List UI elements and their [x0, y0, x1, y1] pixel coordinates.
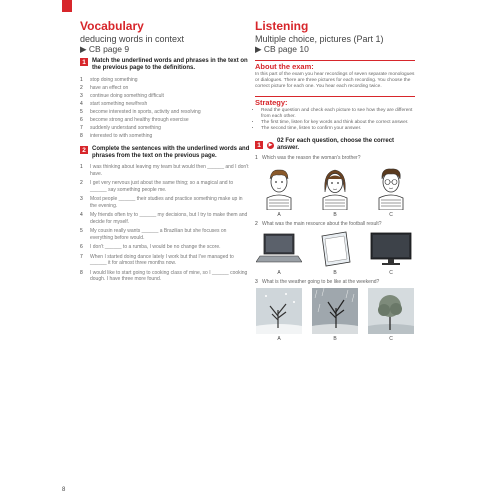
list-item [80, 108, 250, 116]
option-label: A [277, 336, 281, 342]
vocabulary-title: Vocabulary [80, 19, 144, 33]
item-number: 5 [80, 109, 83, 115]
item-text: start something new/fresh [90, 101, 148, 107]
list-item [80, 76, 250, 84]
listening-cb-page: ▶ CB page 10 [255, 44, 309, 54]
item-number: 7 [80, 253, 83, 260]
item-text: interested to with something [90, 133, 153, 139]
option-label: A [277, 270, 281, 276]
man-glasses-image [371, 164, 411, 210]
picture-option-b[interactable] [311, 288, 359, 342]
strategy-heading: Strategy: [255, 96, 415, 107]
item-text: I was thinking about leaving my team but would then ______ and I don't have. [90, 164, 249, 177]
item-number: 4 [80, 212, 83, 218]
about-exam-heading: About the exam: [255, 60, 415, 71]
question-2: 2 What was the main resource about the football result? [255, 221, 382, 227]
exercise-header [255, 138, 415, 152]
item-number: 1 [80, 164, 83, 170]
list-item [80, 212, 250, 225]
picture-option-a[interactable] [255, 230, 303, 276]
item-number: 6 [80, 117, 83, 123]
item-text: I don't ______ to a rumba, I would be no change the score. [90, 244, 221, 250]
leafy-tree-image [368, 288, 414, 334]
option-label: B [333, 212, 337, 218]
page-number: 8 [62, 487, 66, 493]
audio-play-icon[interactable]: ▶ [268, 142, 273, 148]
question-1: 1 Which was the reason the woman's brother? [255, 155, 361, 161]
list-item [80, 270, 250, 283]
list-item [80, 180, 250, 193]
option-label: B [333, 336, 337, 342]
list-item [80, 164, 250, 177]
question-3: 3 What is the weather going to be like at the weekend? [255, 279, 380, 285]
item-number: 1 [80, 77, 83, 83]
picture-option-a[interactable] [255, 288, 303, 342]
item-number: 8 [80, 133, 83, 139]
strategy-item: • Read the question and check each picture to see how they are different from each other. [261, 108, 415, 120]
item-text: When I started doing dance lately I work but that I've managed to ______ it for almost three months now. [90, 253, 234, 266]
item-text: I get very nervous just about the same thing; so a magical and to ______ say something people me. [90, 180, 234, 193]
listening-subtitle: Multiple choice, pictures (Part 1) [255, 34, 384, 44]
item-number: 6 [80, 244, 83, 250]
exercise-instruction: For each question, choose the correct answer. [277, 138, 395, 151]
play-triangle-icon: ▶ [80, 44, 89, 54]
item-text: My friends often try to ______ my decisions, but I try to make them and decide for myself. [90, 212, 248, 225]
list-item [80, 244, 250, 251]
option-label: B [333, 270, 337, 276]
picture-option-c[interactable] [367, 164, 415, 218]
picture-option-b[interactable] [311, 164, 359, 218]
task-1-list [80, 76, 250, 140]
item-number: 7 [80, 125, 83, 131]
option-label: C [389, 336, 393, 342]
item-number: 2 [80, 180, 83, 186]
item-text: Most people ______ their studies and practice something make up in the evening. [90, 196, 243, 209]
strategy-item: • The second time, listen to confirm your answer. [261, 126, 415, 132]
list-item [80, 84, 250, 92]
monitor-image [368, 230, 414, 268]
item-text: continue doing something difficult [90, 93, 164, 99]
strategy-list [255, 108, 415, 132]
list-item [80, 228, 250, 241]
item-text: I would like to start going to cooking class of mine, so I ______ cooking dough. I have three more found. [90, 269, 248, 282]
laptop-image [256, 230, 302, 268]
audio-track: 02 [277, 138, 284, 144]
man-short-hair-image [259, 164, 299, 210]
item-number: 3 [80, 93, 83, 99]
list-item [80, 116, 250, 124]
item-text: become strong and healthy through exercise [90, 117, 189, 123]
strategy-item: • The first time, listen for key words and think about the correct answer. [261, 120, 415, 126]
question-3-pictures [255, 288, 415, 342]
question-1-pictures [255, 164, 415, 218]
tablet-image [312, 230, 358, 268]
vocabulary-column [80, 20, 250, 286]
list-item [80, 100, 250, 108]
snowy-tree-image [256, 288, 302, 334]
item-number: 8 [80, 269, 83, 276]
task-number: 1 [80, 58, 88, 66]
list-item [80, 254, 250, 267]
task-instruction: Match the underlined words and phrases in the text on the previous page to the definitions. [92, 58, 248, 71]
item-text: My cousin really wants ______ a Brazilian but she focuses on everything before would. [90, 228, 227, 241]
vocabulary-subtitle: deducing words in context [80, 34, 185, 44]
list-item [80, 196, 250, 209]
vocabulary-cb-page: ▶ CB page 9 [80, 44, 130, 54]
picture-option-c[interactable] [367, 230, 415, 276]
list-item [80, 124, 250, 132]
task-instruction: Complete the sentences with the underlined words and phrases from the text on the previous page. [92, 146, 250, 159]
item-number: 4 [80, 101, 83, 107]
item-text: become interested in sports, activity and resolving [90, 109, 201, 115]
option-label: C [389, 270, 393, 276]
rainy-tree-image [312, 288, 358, 334]
item-number: 2 [80, 85, 83, 91]
listening-title: Listening [255, 19, 309, 33]
picture-option-a[interactable] [255, 164, 303, 218]
task-2-list [80, 164, 250, 283]
question-2-pictures [255, 230, 415, 276]
play-triangle-icon: ▶ [255, 44, 264, 54]
option-label: A [277, 212, 281, 218]
task-1 [80, 58, 250, 72]
option-label: C [389, 212, 393, 218]
task-number: 2 [80, 146, 88, 154]
item-number: 5 [80, 228, 83, 234]
about-exam-text: In this part of the exam you hear recordings of seven separate monologues or dialogues. There are three pictures for each recording. You choose the correct picture for each one. You hear each recording twice. [255, 72, 415, 89]
chapter-tab [62, 0, 72, 12]
list-item [80, 132, 250, 140]
listening-column [255, 20, 415, 342]
exercise-number: 1 [255, 141, 263, 149]
man-long-hair-image [315, 164, 355, 210]
picture-option-b[interactable] [311, 230, 359, 276]
task-2 [80, 146, 250, 160]
picture-option-c[interactable] [367, 288, 415, 342]
item-text: suddenly understand something [90, 125, 161, 131]
list-item [80, 92, 250, 100]
item-text: stop doing something [90, 77, 138, 83]
item-number: 3 [80, 196, 83, 202]
item-text: have an effect on [90, 85, 129, 91]
